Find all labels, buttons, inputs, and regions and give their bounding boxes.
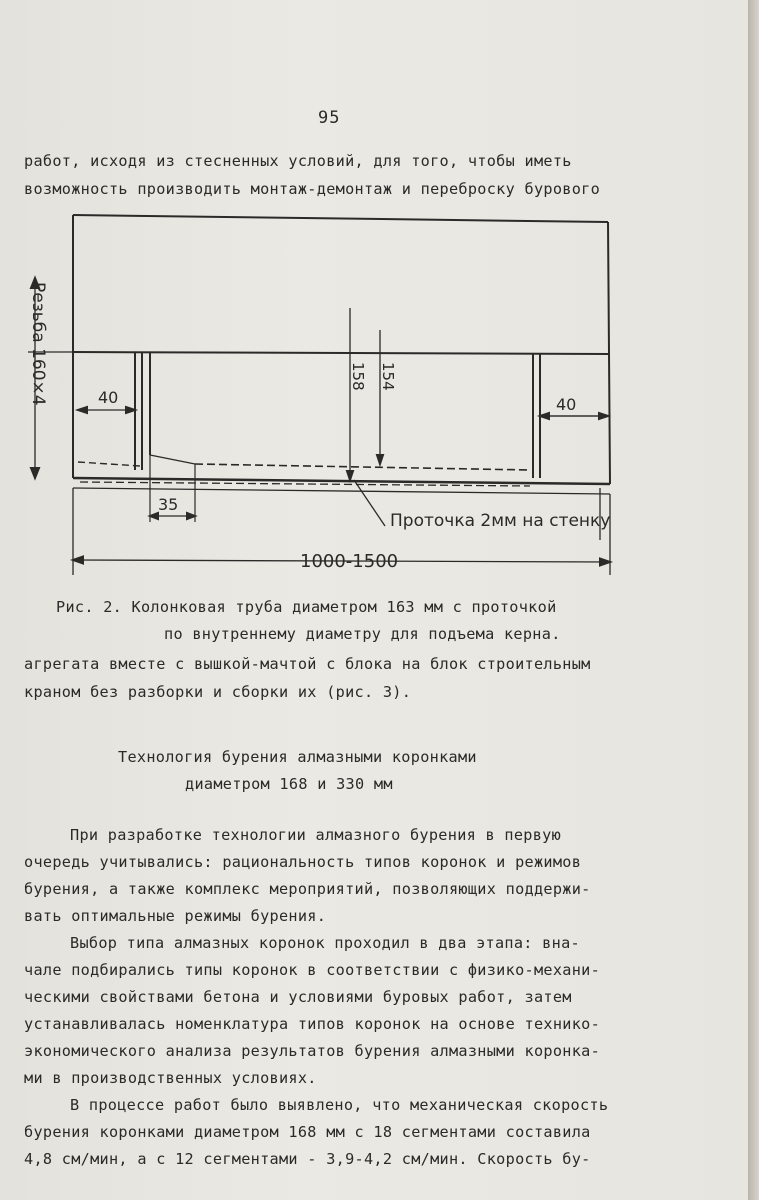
- body-line: При разработке технологии алмазного бурения в первую: [70, 826, 562, 844]
- body-line: В процессе работ было выявлено, что механическая скорость: [70, 1096, 609, 1114]
- body-line: бурения коронками диаметром 168 мм с 18 сегментами составила: [24, 1123, 591, 1141]
- dim-40-left: 40: [98, 388, 119, 407]
- body-line: очередь учитывались: рациональность типов коронок и режимов: [24, 853, 582, 871]
- text-line-after-caption-2: краном без разборки и сборки их (рис. 3).: [24, 683, 412, 701]
- section-heading-line-1: Технология бурения алмазными коронками: [118, 748, 477, 766]
- body-line: ческими свойствами бетона и условиями буровых работ, затем: [24, 988, 572, 1006]
- figure-caption-line-1: Рис. 2. Колонковая труба диаметром 163 мм с проточкой: [56, 598, 557, 616]
- body-line: 4,8 см/мин, а с 12 сегментами - 3,9-4,2 см/мин. Скорость бу-: [24, 1150, 591, 1168]
- body-line: экономического анализа результатов бурения алмазными коронка-: [24, 1042, 601, 1060]
- intro-line-2: возможность производить монтаж-демонтаж и переброску бурового: [24, 180, 601, 198]
- body-line: Выбор типа алмазных коронок проходил в два этапа: вна-: [70, 934, 580, 952]
- dim-40-right: 40: [556, 395, 577, 414]
- page-edge: [748, 0, 759, 1200]
- dim-158: 158: [349, 362, 367, 391]
- dim-35: 35: [158, 495, 179, 514]
- page-number: 95: [318, 108, 341, 128]
- dim-154: 154: [379, 362, 397, 391]
- text-line-after-caption-1: агрегата вместе с вышкой-мачтой с блока на блок строительным: [24, 655, 591, 673]
- intro-line-1: работ, исходя из стесненных условий, для того, чтобы иметь: [24, 152, 572, 170]
- section-heading-line-2: диаметром 168 и 330 мм: [185, 775, 393, 793]
- body-line: вать оптимальные режимы бурения.: [24, 907, 327, 925]
- body-line: устанавливалась номенклатура типов коронок на основе технико-: [24, 1015, 601, 1033]
- figure-core-tube-drawing: [0, 205, 640, 585]
- callout-groove: Проточка 2мм на стенку: [390, 511, 611, 531]
- label-thread: Резьба 160×4: [28, 282, 48, 406]
- body-line: чале подбирались типы коронок в соответствии с физико-механи-: [24, 961, 601, 979]
- body-line: ми в производственных условиях.: [24, 1069, 317, 1087]
- figure-caption-line-2: по внутреннему диаметру для подъема керна.: [164, 625, 561, 643]
- body-line: бурения, а также комплекс мероприятий, позволяющих поддержи-: [24, 880, 591, 898]
- dim-length: 1000-1500: [300, 551, 399, 572]
